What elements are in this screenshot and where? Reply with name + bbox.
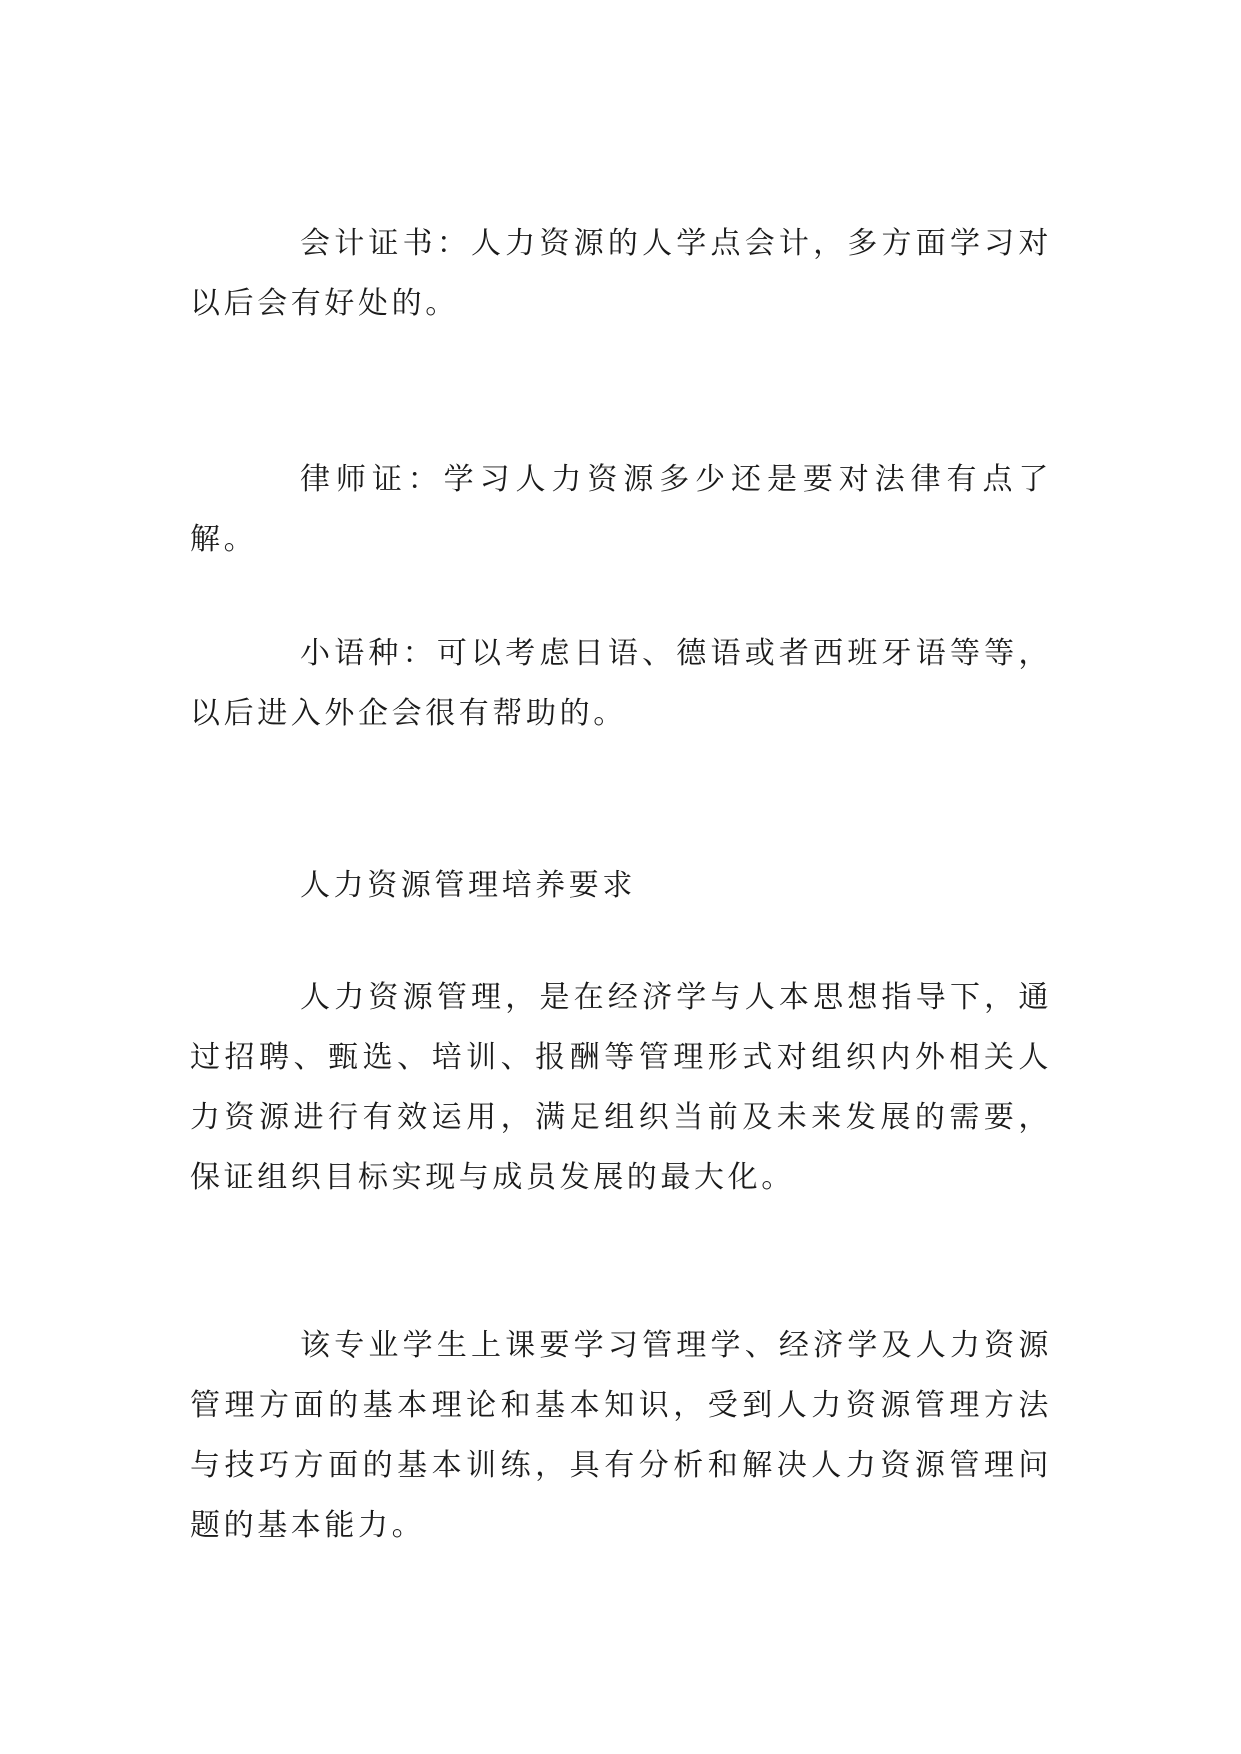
section-heading-training-requirements: 人力资源管理培养要求 bbox=[300, 868, 636, 903]
paragraph-accounting-certificate: 会计证书：人力资源的人学点会计，多方面学习对以后会有好处的。 bbox=[190, 226, 1052, 321]
paragraph-hr-management-definition: 人力资源管理，是在经济学与人本思想指导下，通过招聘、甄选、培训、报酬等管理形式对组织内外相关人力资源进行有效运用，满足组织当前及未来发展的需要，保证组织目标实现与成员发展的最大化。 bbox=[190, 980, 1052, 1195]
paragraph-curriculum-description: 该专业学生上课要学习管理学、经济学及人力资源管理方面的基本理论和基本知识，受到人力资源管理方法与技巧方面的基本训练，具有分析和解决人力资源管理问题的基本能力。 bbox=[190, 1328, 1052, 1543]
paragraph-lawyer-certificate: 律师证：学习人力资源多少还是要对法律有点了解。 bbox=[190, 462, 1052, 557]
paragraph-minor-languages: 小语种：可以考虑日语、德语或者西班牙语等等，以后进入外企会很有帮助的。 bbox=[190, 636, 1052, 731]
